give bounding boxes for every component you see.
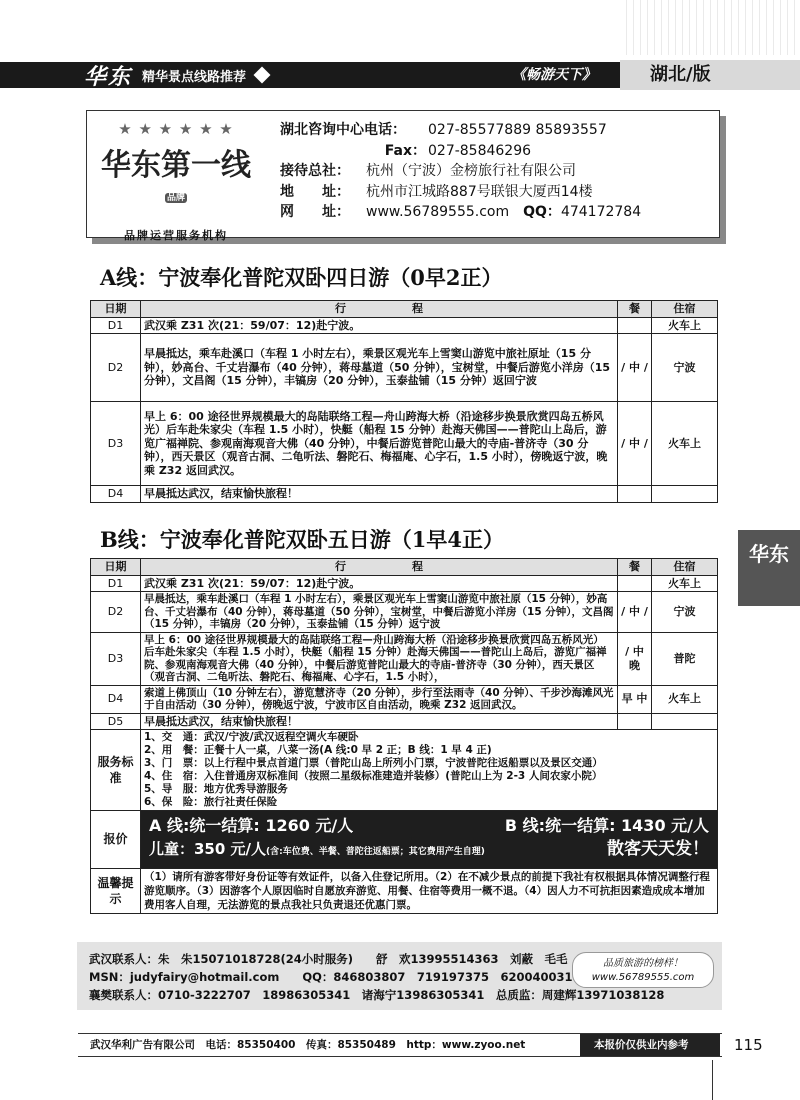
service-item: 4、住 宿：入住普通房双标准间（按照二星级标准建造并装修）(普陀山上为 2-3 人间农家小院）	[144, 770, 603, 782]
itinerary-cell: 武汉乘 Z31 次(21：59/07：12)赴宁波。	[141, 317, 618, 334]
website-link[interactable]: www.56789555.com	[366, 204, 510, 220]
footer-line: 武汉联系人：朱 朱15071018728(24小时服务) 舒 欢13995514363 刘蔽 毛毛	[89, 952, 568, 966]
service-item: 3、门 票：以上行程中景点首道门票（普陀山岛上所列小门票，宁波普陀往返船票以及景区交通）	[144, 757, 603, 769]
day-cell: D4	[91, 486, 141, 503]
header-meal: 餐	[618, 301, 652, 318]
itinerary-cell: 武汉乘 Z31 次(21：59/07：12)赴宁波。	[141, 575, 618, 592]
logo-mark: 品牌	[166, 193, 185, 203]
qq-number: 474172784	[560, 204, 642, 220]
meal-cell: / 中 /	[618, 402, 652, 486]
table-row	[91, 685, 718, 713]
itinerary-cell: 早晨抵达武汉，结束愉快旅程！	[141, 486, 618, 503]
stay-cell: 宁波	[652, 334, 718, 402]
service-list	[141, 730, 718, 811]
day-cell: D1	[91, 317, 141, 334]
contact-value: 027-85846296	[428, 142, 532, 159]
itinerary-cell: 早上 6：00 途径世界规模最大的岛陆联络工程—舟山跨海大桥（沿途移步换景欣赏四岛五桥风光）后车赴朱家尖（车程 1.5 小时），快艇（船程 15 分钟）赴海天佛国——普陀山上岛后，游览广福禅院、参观南海观音大佛（40 分钟），中餐后游览普陀山最大的寺庙-普济寺（30 分钟），西天景区（观音古洞、二龟听法、磐陀石、梅福庵、心字石，1.5 小时），傍晚返宁波，晚乘 Z32 返回武汉。	[141, 402, 618, 486]
contact-block	[280, 120, 710, 223]
itinerary-cell: 索道上佛顶山（10 分钟左右），游览慧济寺（20 分钟），步行至法雨寺（40 分钟）、千步沙海滩风光于自由活动（30 分钟），傍晚返宁波，宁波市区自由活动，晚乘 Z32 返回武汉。	[141, 685, 618, 713]
child-line	[149, 837, 709, 864]
price-line	[149, 815, 709, 837]
tips-text: （1）请所有游客带好身份证等有效证件，以备入住登记所用。（2）在不减少景点的前提下我社有权根据具体情况调整行程游览顺序。（3）因游客个人原因临时自愿放弃游览、用餐、住宿等费用一概不退。（4）因人力不可抗拒因素造成成本增加费用客人自理，无法游览的景点我社只负责退还优惠门票。	[141, 869, 718, 914]
service-item: 6、保 险：旅行社责任保险	[144, 796, 278, 808]
contact-value: 杭州市江城路887号联银大厦西14楼	[366, 183, 593, 200]
price-a: A 线:统一结算: 1260 元/人	[149, 816, 354, 835]
price-label: 报价	[91, 811, 141, 869]
meal-cell	[618, 486, 652, 503]
route-a-title: A线：宁波奉化普陀双卧四日游（0早2正）	[100, 265, 503, 290]
stay-cell: 宁波	[652, 592, 718, 633]
page-number: 115	[734, 1036, 763, 1054]
logo-tagline: 品牌运营服务机构	[124, 229, 228, 242]
table-header	[91, 301, 718, 318]
stay-cell	[652, 486, 718, 503]
logo-name	[96, 140, 256, 219]
region-tab: 华东	[738, 530, 800, 606]
footer-line: MSN：judyfairy@hotmail.com QQ：846803807 719197375 620040031	[89, 970, 573, 984]
tips-label: 温馨提示	[91, 869, 141, 914]
table-row	[91, 592, 718, 633]
contact-key: 湖北咨询中心电话：	[280, 122, 406, 138]
header-stay: 住宿	[652, 301, 718, 318]
table-row	[91, 402, 718, 486]
table-row	[91, 334, 718, 402]
tips-row	[91, 869, 718, 914]
badge-slogan: 品质旅游的榜样！	[603, 958, 683, 969]
meal-cell: / 中 /	[618, 334, 652, 402]
header-meal: 餐	[618, 559, 652, 576]
header-subtitle: 精华景点线路推荐	[142, 69, 247, 85]
contact-key: Fax：	[384, 142, 426, 159]
day-cell: D1	[91, 575, 141, 592]
magazine-name: 《畅游天下》	[512, 67, 596, 83]
contact-key: 地 址：	[280, 183, 350, 200]
meal-cell: / 中 晚	[618, 632, 652, 685]
meal-cell	[618, 575, 652, 592]
table-row	[91, 575, 718, 592]
logo-name-text: 华东第一线	[101, 148, 251, 183]
child-note: (含:车位费、半餐、普陀往返船票；其它费用产生自理)	[266, 847, 485, 857]
itinerary-cell: 早晨抵达，乘车赴溪口（车程 1 小时左右），乘景区观光车上雪窦山游览中旅社原（15 分钟），妙高台、千丈岩瀑布（40 分钟），蒋母墓道（50 分钟），宝树堂，中餐后游览小洋房（15 分钟），文昌阁（15 分钟），丰镐房（20 分钟），玉泰盐铺（15 分钟）返宁波	[141, 592, 618, 633]
day-cell: D2	[91, 334, 141, 402]
slogan: 散客天天发！	[607, 839, 709, 859]
stay-cell: 火车上	[652, 317, 718, 334]
stay-cell: 火车上	[652, 575, 718, 592]
divider	[712, 1060, 713, 1100]
contact-value: 027-85577889 85893557	[428, 122, 607, 138]
meal-cell	[618, 713, 652, 730]
day-cell: D5	[91, 713, 141, 730]
stay-cell	[652, 713, 718, 730]
day-cell: D4	[91, 685, 141, 713]
stay-cell: 火车上	[652, 402, 718, 486]
contact-row	[280, 161, 710, 182]
contact-value: 杭州（宁波）金榜旅行社有限公司	[366, 163, 576, 179]
corner-pattern	[620, 0, 800, 55]
qq-label: QQ：	[523, 204, 561, 220]
header-stay: 住宿	[652, 559, 718, 576]
contact-row	[280, 120, 710, 141]
header-day: 日期	[91, 559, 141, 576]
disclaimer: 本报价仅供业内参考	[580, 1034, 720, 1056]
day-cell: D3	[91, 402, 141, 486]
route-a-table	[90, 300, 718, 503]
itinerary-cell: 早上 6：00 途径世界规模最大的岛陆联络工程—舟山跨海大桥（沿途移步换景欣赏四岛五桥风光）后车赴朱家尖（车程 1.5 小时），快艇（船程 15 分钟）赴海天佛国——普陀山上岛后，游览广福禅院、参观南海观音大佛（40 分钟），中餐后游览普陀山最大的寺庙-普济寺（30 分钟），西天景区（观音古洞、二龟听法、磐陀石、梅福庵、心字石，1.5 小时），	[141, 632, 618, 685]
table-row	[91, 486, 718, 503]
service-label: 服务标准	[91, 730, 141, 811]
footer-line: 襄樊联系人：0710-3222707 18986305341 诸海宁13986305341 总质监：周建辉13971038128	[89, 988, 665, 1002]
bottom-strip: 武汉华利广告有限公司 电话：85350400 传真：85350489 http：www.zyoo.net	[78, 1033, 722, 1057]
itinerary-cell: 早晨抵达，乘车赴溪口（车程 1 小时左右），乘景区观光车上雪窦山游览中旅社原址（15 分钟），妙高台、千丈岩瀑布（40 分钟），蒋母墓道（50 分钟），宝树堂，中餐后游览小洋房（15 分钟），文昌阁（15 分钟），丰镐房（20 分钟），玉泰盐铺（15 分钟）返回宁波	[141, 334, 618, 402]
header-itinerary: 行 程	[141, 301, 618, 318]
contact-key: 接待总社：	[280, 163, 350, 179]
table-row	[91, 317, 718, 334]
meal-cell	[618, 317, 652, 334]
header-itinerary: 行 程	[141, 559, 618, 576]
company-logo	[96, 120, 256, 242]
edition-label: 湖北/版	[620, 60, 800, 90]
stay-cell: 火车上	[652, 685, 718, 713]
table-header	[91, 559, 718, 576]
table-row	[91, 713, 718, 730]
header-left	[84, 62, 268, 88]
header-day: 日期	[91, 301, 141, 318]
meal-cell: / 中 /	[618, 592, 652, 633]
price-panel	[141, 811, 718, 869]
service-row	[91, 730, 718, 811]
day-cell: D3	[91, 632, 141, 685]
contact-key: 网 址：	[280, 204, 350, 220]
table-row	[91, 632, 718, 685]
service-item: 2、用 餐：正餐十人一桌，八菜一汤(A 线:0 早 2 正；B 线：1 早 4 正)	[144, 744, 492, 756]
header-brand: 华东	[84, 63, 133, 90]
slogan-badge	[572, 952, 714, 988]
badge-url: www.56789555.com	[591, 972, 695, 983]
stay-cell: 普陀	[652, 632, 718, 685]
diamond-icon	[254, 67, 271, 84]
star-icons: ★ ★ ★ ★ ★ ★	[118, 120, 234, 138]
route-b-table	[90, 558, 718, 914]
meal-cell: 早 中	[618, 685, 652, 713]
service-item: 5、导 服：地方优秀导游服务	[144, 783, 288, 795]
service-item: 1、交 通：武汉/宁波/武汉返程空调火车硬卧	[144, 731, 359, 743]
route-b-title: B线：宁波奉化普陀双卧五日游（1早4正）	[100, 527, 504, 552]
child-price: 儿童：350 元/人	[149, 840, 267, 858]
itinerary-cell: 早晨抵达武汉，结束愉快旅程！	[141, 713, 618, 730]
contact-row	[280, 202, 710, 223]
contact-row	[280, 182, 710, 203]
contact-row	[280, 141, 710, 162]
day-cell: D2	[91, 592, 141, 633]
price-row	[91, 811, 718, 869]
price-b: B 线:统一结算: 1430 元/人	[504, 816, 709, 835]
